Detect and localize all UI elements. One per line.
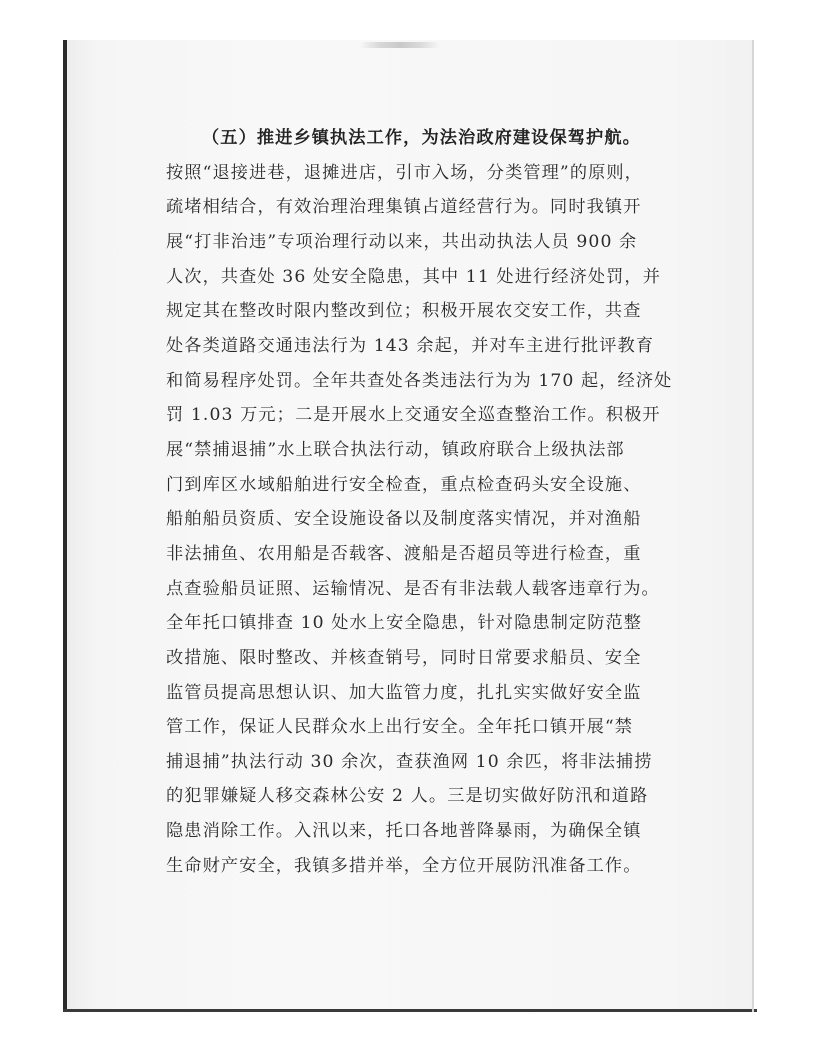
body-line: 人次，共查处 36 处安全隐患，其中 11 处进行经济处罚，并 bbox=[166, 266, 662, 287]
document-body bbox=[166, 121, 673, 883]
paper-right-edge bbox=[752, 40, 754, 1012]
body-line: 非法捕鱼、农用船是否载客、渡船是否超员等进行检查，重 bbox=[166, 543, 642, 564]
top-smudge bbox=[360, 42, 440, 48]
body-line: 管工作，保证人民群众水上出行安全。全年托口镇开展“禁 bbox=[166, 717, 634, 738]
body-line: 隐患消除工作。入汛以来，托口各地普降暴雨，为确保全镇 bbox=[166, 821, 642, 842]
body-line: 门到库区水域船舶进行安全检查，重点检查码头安全设施、 bbox=[166, 474, 642, 495]
body-line: 点查验船员证照、运输情况、是否有非法载人载客违章行为。 bbox=[166, 578, 660, 599]
body-line: 展“禁捕退捕”水上联合执法行动，镇政府联合上级执法部 bbox=[166, 439, 625, 460]
body-line: 监管员提高思想认识、加大监管力度，扎扎实实做好安全监 bbox=[166, 682, 642, 703]
body-line: 改措施、限时整改、并核查销号，同时日常要求船员、安全 bbox=[166, 647, 642, 668]
paper-bottom-edge bbox=[63, 1009, 757, 1012]
body-line: 捕退捕”执法行动 30 余次，查获渔网 10 余匹，将非法捕捞 bbox=[166, 751, 653, 772]
body-line: 按照“退接进巷，退摊进店，引市入场，分类管理”的原则， bbox=[166, 162, 643, 183]
paper-left-edge bbox=[63, 40, 67, 1012]
body-line: 和简易程序处罚。全年共查处各类违法行为为 170 起，经济处 bbox=[166, 370, 673, 391]
body-line: 处各类道路交通违法行为 143 余起，并对车主进行批评教育 bbox=[166, 335, 655, 356]
body-line: 生命财产安全，我镇多措并举，全方位开展防汛准备工作。 bbox=[166, 855, 642, 876]
body-line: 疏堵相结合，有效治理治理集镇占道经营行为。同时我镇开 bbox=[166, 197, 642, 218]
body-line: 船舶船员资质、安全设施设备以及制度落实情况，并对渔船 bbox=[166, 509, 642, 530]
body-line: 规定其在整改时限内整改到位；积极开展农交安工作，共查 bbox=[166, 301, 642, 322]
body-line: 的犯罪嫌疑人移交森林公安 2 人。三是切实做好防汛和道路 bbox=[166, 786, 649, 807]
body-line: 罚 1.03 万元；二是开展水上交通安全巡查整治工作。积极开 bbox=[166, 405, 661, 426]
body-line: 展“打非治违”专项治理行动以来，共出动执法人员 900 余 bbox=[166, 231, 638, 252]
body-line: 全年托口镇排查 10 处水上安全隐患，针对隐患制定防范整 bbox=[166, 613, 643, 634]
section-heading: （五）推进乡镇执法工作，为法治政府建设保驾护航。 bbox=[202, 128, 641, 148]
